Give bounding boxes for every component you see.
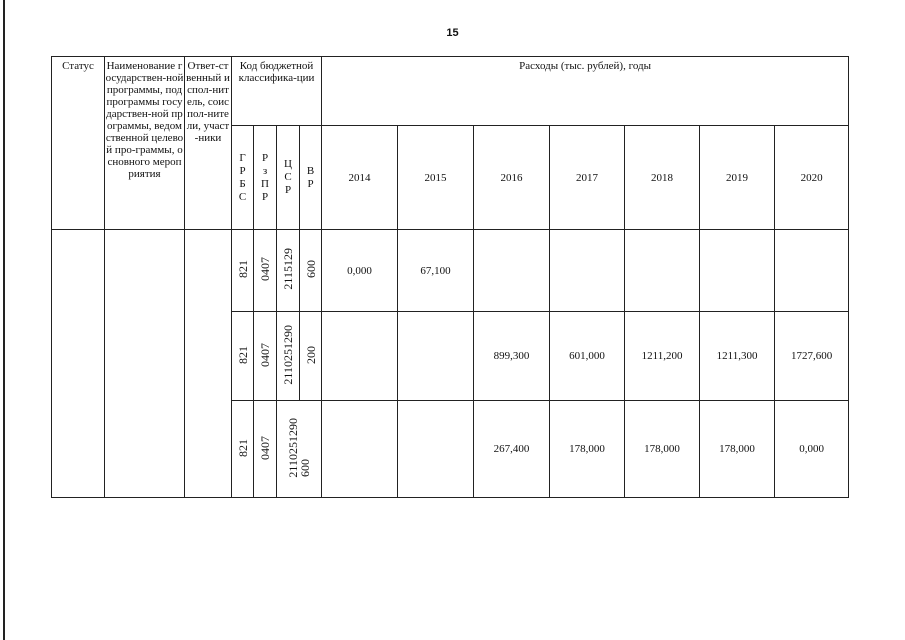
header-grbs: ГРБС (232, 126, 254, 230)
value-cell (474, 230, 550, 312)
value-cell: 67,100 (398, 230, 474, 312)
header-year: 2019 (700, 126, 775, 230)
value-cell (550, 230, 625, 312)
header-year: 2014 (322, 126, 398, 230)
header-expenses: Расходы (тыс. рублей), годы (322, 57, 849, 126)
header-vr: ВР (300, 126, 322, 230)
table-row (52, 230, 849, 312)
value-cell: 899,300 (474, 312, 550, 401)
grbs-cell: 821 (232, 312, 254, 401)
value-cell (398, 401, 474, 498)
vr-text: 600 (298, 459, 313, 478)
budget-table (51, 56, 849, 498)
header-row-1 (52, 57, 849, 126)
header-year: 2020 (775, 126, 849, 230)
csr-cell: 2115129 (277, 230, 300, 312)
value-cell (625, 230, 700, 312)
header-status: Статус (52, 57, 105, 230)
page-edge-line (3, 0, 5, 640)
page-number: 15 (446, 27, 459, 39)
value-cell (398, 312, 474, 401)
header-year: 2017 (550, 126, 625, 230)
header-year: 2015 (398, 126, 474, 230)
grbs-cell: 821 (232, 401, 254, 498)
value-cell (322, 312, 398, 401)
header-code: Код бюджетной классифика-ции (232, 57, 322, 126)
csr-text: 2110251290 (286, 417, 301, 478)
value-cell: 178,000 (700, 401, 775, 498)
header-responsible: Ответ-ственный испол-нитель, соиспол-нители, участ-ники (185, 57, 232, 230)
value-cell: 0,000 (775, 401, 849, 498)
rzpr-cell: 0407 (254, 312, 277, 401)
header-year: 2018 (625, 126, 700, 230)
vr-cell: 600 (300, 230, 322, 312)
value-cell (322, 401, 398, 498)
value-cell (700, 230, 775, 312)
value-cell: 0,000 (322, 230, 398, 312)
rzpr-cell: 0407 (254, 230, 277, 312)
csr-vr-cell (277, 401, 322, 498)
rzpr-cell: 0407 (254, 401, 277, 498)
value-cell: 601,000 (550, 312, 625, 401)
responsible-cell (185, 230, 232, 498)
value-cell: 267,400 (474, 401, 550, 498)
value-cell: 1211,200 (625, 312, 700, 401)
value-cell: 178,000 (625, 401, 700, 498)
vr-cell: 200 (300, 312, 322, 401)
value-cell (775, 230, 849, 312)
header-name: Наименование государствен-ной программы, подпрограммы государствен-ной программы, ведомственной целевой про-граммы, основного мероприятия (105, 57, 185, 230)
value-cell: 1727,600 (775, 312, 849, 401)
value-cell: 1211,300 (700, 312, 775, 401)
header-csr: ЦСР (277, 126, 300, 230)
value-cell: 178,000 (550, 401, 625, 498)
csr-cell: 2110251290 (277, 312, 300, 401)
name-cell (105, 230, 185, 498)
header-rzpr: РзПР (254, 126, 277, 230)
header-year: 2016 (474, 126, 550, 230)
status-cell (52, 230, 105, 498)
grbs-cell: 821 (232, 230, 254, 312)
